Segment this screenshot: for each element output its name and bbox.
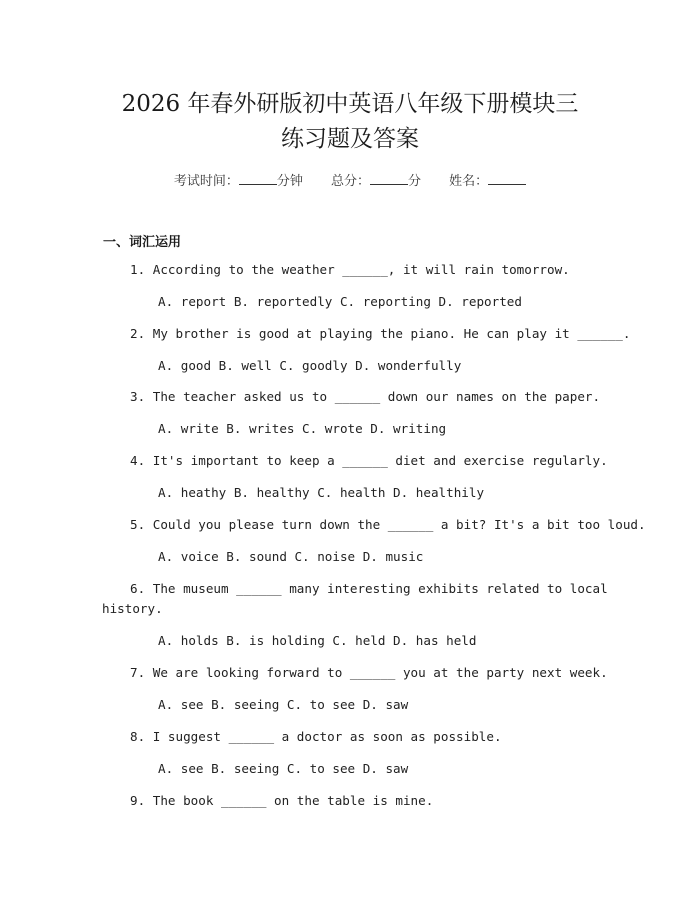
question-7: 7. We are looking forward to ______ you at the party next week. [130, 665, 608, 680]
question-8-options: A. see B. seeing C. to see D. saw [158, 761, 409, 776]
document-title-line2: 练习题及答案 [281, 126, 419, 152]
question-6: 6. The museum ______ many interesting exhibits related to local [130, 581, 608, 596]
section-title: 一、词汇运用 [103, 235, 182, 250]
question-1-options: A. report B. reportedly C. reporting D. reported [158, 294, 522, 309]
question-9: 9. The book ______ on the table is mine. [130, 793, 434, 808]
total-score-label: 总分： [330, 174, 370, 189]
question-2: 2. My brother is good at playing the piano. He can play it ______. [130, 326, 631, 341]
question-3-options: A. write B. writes C. wrote D. writing [158, 421, 447, 436]
question-1: 1. According to the weather ______, it will rain tomorrow. [130, 262, 570, 277]
question-6-options: A. holds B. is holding C. held D. has held [158, 633, 477, 648]
name-field [449, 174, 526, 189]
name-blank [488, 172, 526, 185]
question-5-options: A. voice B. sound C. noise D. music [158, 549, 424, 564]
exam-time-field [174, 174, 307, 189]
total-score-field [331, 174, 425, 189]
question-8: 8. I suggest ______ a doctor as soon as possible. [130, 729, 502, 744]
exam-info [0, 170, 700, 189]
total-score-unit: 分 [408, 174, 422, 189]
question-4: 4. It's important to keep a ______ diet and exercise regularly. [130, 453, 608, 468]
question-4-options: A. heathy B. healthy C. health D. healthily [158, 485, 485, 500]
question-3: 3. The teacher asked us to ______ down our names on the paper. [130, 389, 601, 404]
question-5: 5. Could you please turn down the ______ a bit? It's a bit too loud. [130, 517, 646, 532]
exam-time-unit: 分钟 [276, 174, 303, 189]
exam-time-blank [239, 172, 277, 185]
document-title-line1: 2026 年春外研版初中英语八年级下册模块三 [121, 91, 579, 117]
exam-time-label: 考试时间： [173, 174, 239, 189]
name-label: 姓名： [449, 174, 489, 189]
question-7-options: A. see B. seeing C. to see D. saw [158, 697, 409, 712]
total-score-blank [370, 172, 408, 185]
question-2-options: A. good B. well C. goodly D. wonderfully [158, 358, 462, 373]
question-6-continuation: history. [102, 601, 163, 616]
